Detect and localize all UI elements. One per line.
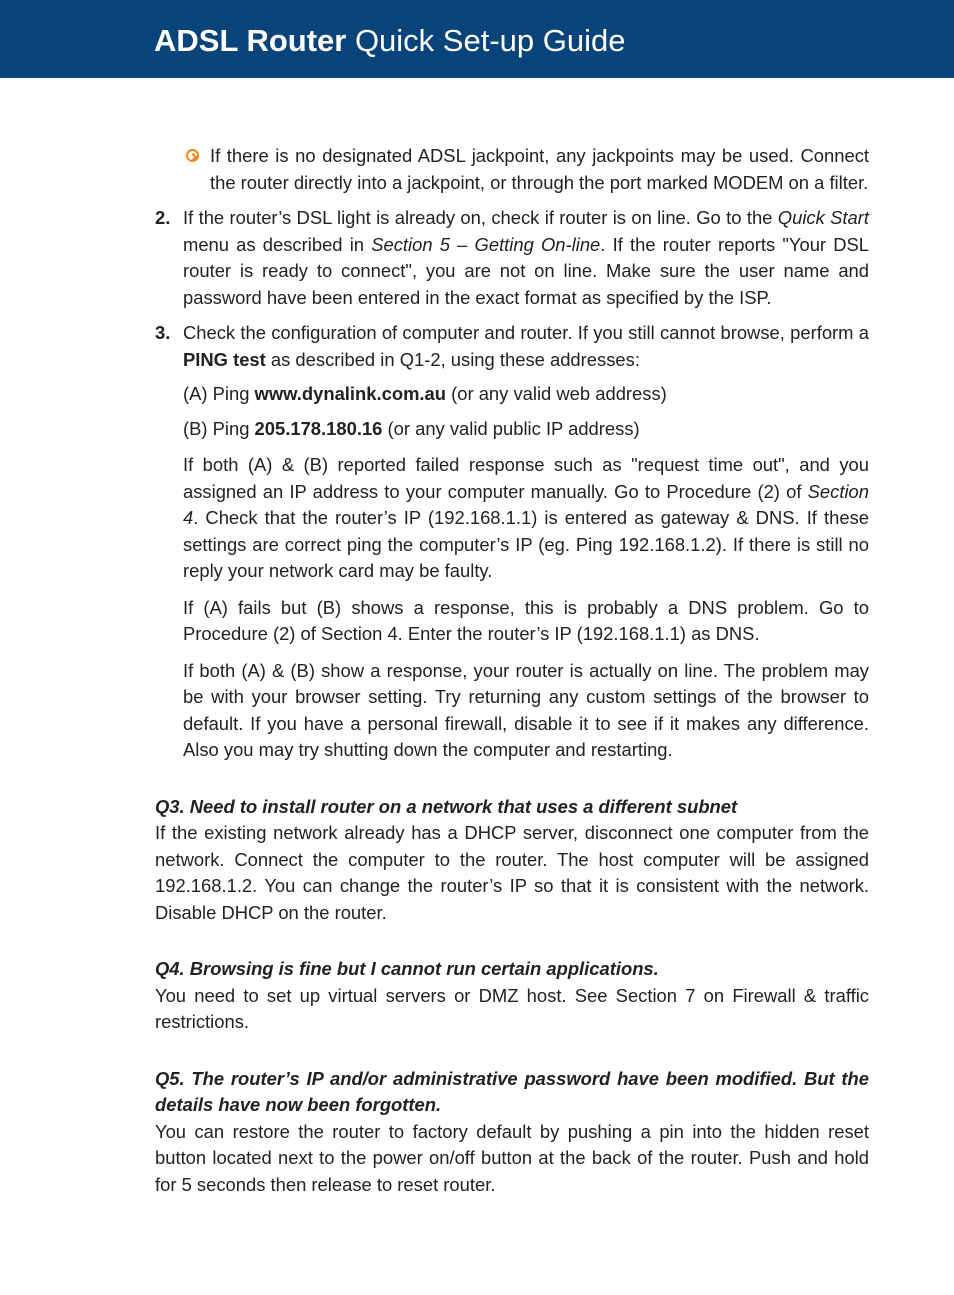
section-4-ref: Section 4 <box>183 480 869 528</box>
q3-title: Q3. Need to install router on a network that uses a different subnet <box>155 795 738 817</box>
q5-title: Q5. The router’s IP and/or administrative password have been modified. But the details have now been forgotten. <box>155 1067 869 1115</box>
faq-q5 <box>155 1066 869 1199</box>
title-rest: Quick Set-up Guide <box>346 23 626 58</box>
step-3-text <box>183 320 869 373</box>
q4-body: You need to set up virtual servers or DMZ host. See Section 7 on Firewall & traffic restrictions. <box>155 984 869 1032</box>
ping-a-address: www.dynalink.com.au <box>254 383 446 404</box>
ping-b-address: 205.178.180.16 <box>254 417 383 439</box>
step-3-number: 3. <box>155 322 171 343</box>
step-3 <box>155 320 869 764</box>
ping-a-line <box>183 381 869 408</box>
step-3-para-1-a: If both (A) & (B) reported failed response such as "request time out", and you assigned an IP address to your computer manually. Go to Procedure (2) of <box>183 454 869 502</box>
step-2-text <box>183 205 869 311</box>
step-3-text-b: as described in Q1-2, using these addresses: <box>265 348 640 370</box>
step-2-text-a: If the router’s DSL light is already on, check if router is on line. Go to the <box>183 207 778 228</box>
q5-body: You can restore the router to factory default by pushing a pin into the hidden reset button located next to the power on/off button at the back of the router. Push and hold for 5 seconds then release to reset router. <box>155 1120 869 1195</box>
step-3-para-3: If both (A) & (B) show a response, your router is actually on line. The problem may be with your browser setting. Try returning any custom settings of the browser to default. If you have a personal firewall, disable it to see if it makes any difference. Also you may try shutting down the computer and restarting. <box>183 659 869 760</box>
ping-a-suffix: (or any valid web address) <box>446 383 667 404</box>
faq-q4 <box>155 956 869 1036</box>
quick-start-ref: Quick Start <box>777 207 869 228</box>
ping-b-suffix: (or any valid public IP address) <box>382 417 640 439</box>
bullet-note <box>155 143 869 196</box>
step-3-text-a: Check the configuration of computer and router. If you still cannot browse, perform a <box>183 322 869 343</box>
document-body <box>155 143 869 1198</box>
header-bar <box>0 0 954 78</box>
step-2-text-c: . If the router reports "Your DSL router is ready to connect", you are not on line. Make sure the user name and password have been entered in the exact format as specified by the ISP. <box>183 233 869 308</box>
step-3-para-1-c: . Check that the router’s IP (192.168.1.1) is entered as gateway & DNS. If these settings are correct ping the computer’s IP (eg. Ping 192.168.1.2). If there is still no reply your network card may be faulty. <box>183 507 869 581</box>
ping-b-line <box>183 416 869 443</box>
ping-a-prefix: (A) Ping <box>183 383 255 404</box>
step-3-para-2: If (A) fails but (B) shows a response, this is probably a DNS problem. Go to Procedure (2) of Section 4. Enter the router’s IP (192.168.1.1) as DNS. <box>183 596 869 644</box>
page-title <box>154 21 625 61</box>
title-bold: ADSL Router <box>154 23 347 58</box>
ping-b-prefix: (B) Ping <box>183 417 255 439</box>
step-2-number: 2. <box>155 207 171 228</box>
circle-arrow-right-icon <box>186 149 199 162</box>
step-2-text-b: menu as described in <box>183 233 372 255</box>
section-5-ref: Section 5 – Getting On-line <box>371 233 601 255</box>
bullet-text: If there is no designated ADSL jackpoint, any jackpoints may be used. Connect the router directly into a jackpoint, or through the port marked MODEM on a filter. <box>210 145 869 193</box>
faq-q3 <box>155 794 869 927</box>
step-2 <box>155 205 869 311</box>
ping-test-term: PING test <box>183 348 266 370</box>
step-3-para-1 <box>183 452 869 585</box>
q4-title: Q4. Browsing is fine but I cannot run certain applications. <box>155 958 659 979</box>
q3-body: If the existing network already has a DHCP server, disconnect one computer from the network. Connect the computer to the router. The host computer will be assigned 192.168.1.2. You can change the router’s IP so that it is consistent with the network. Disable DHCP on the router. <box>155 822 869 923</box>
